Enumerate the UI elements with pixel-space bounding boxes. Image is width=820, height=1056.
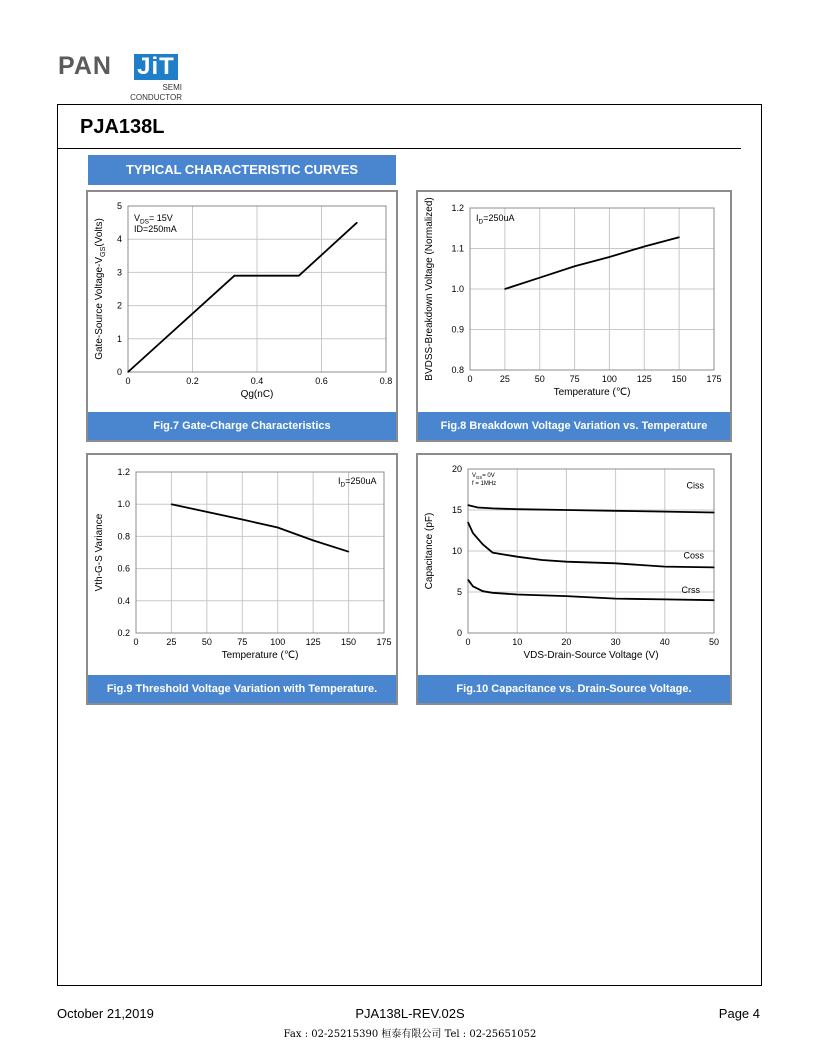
chart-fig9 (88, 455, 396, 675)
data-point (467, 522, 468, 523)
annotation-freq: f = 1MHz (472, 481, 497, 487)
data-point (492, 552, 493, 553)
logo-subtitle (130, 83, 182, 103)
section-header: TYPICAL CHARACTERISTIC CURVES (88, 155, 396, 185)
x-axis-label: Temperature (℃) (553, 387, 631, 398)
y-tick-label: 3 (116, 267, 122, 278)
x-tick-label: 25 (166, 637, 177, 647)
x-tick-label: 25 (499, 374, 510, 384)
data-point (356, 222, 357, 223)
series-label-coss: Coss (683, 550, 704, 561)
y-tick-label: 5 (116, 201, 122, 211)
y-tick-label: 0 (456, 628, 462, 638)
y-tick-label: 0 (116, 367, 122, 377)
x-tick-label: 0 (125, 376, 131, 386)
data-point (482, 591, 483, 592)
data-point (472, 586, 473, 587)
y-tick-label: 0.6 (117, 563, 130, 574)
title-divider (57, 148, 741, 149)
x-axis-label: Qg(nC) (240, 389, 274, 400)
logo-brand-right: JiT (134, 54, 178, 80)
data-point (467, 504, 468, 505)
x-tick-label: 100 (601, 374, 617, 384)
series-line-ciss (468, 505, 714, 512)
x-tick-label: 100 (270, 637, 286, 647)
y-tick-label: 1.2 (117, 467, 130, 477)
caption-fig9: Fig.9 Threshold Voltage Variation with Temperature. (88, 675, 396, 703)
y-axis-label: Vth-G-S Variance (94, 513, 105, 592)
x-tick-label: 0.4 (250, 376, 264, 386)
data-point (566, 596, 567, 597)
data-point (713, 600, 714, 601)
y-axis-label: Gate-Source Voltage-$V_{GS}(Volts)$ (94, 218, 107, 360)
x-tick-label: 0 (465, 637, 471, 647)
x-tick-label: 0.8 (379, 376, 393, 386)
data-point (713, 512, 714, 513)
y-tick-label: 5 (456, 587, 462, 597)
chart-panel-fig8 (416, 190, 732, 442)
data-point (615, 510, 616, 511)
x-tick-label: 175 (376, 637, 392, 647)
y-tick-label: 1.0 (451, 284, 464, 294)
panjit-logo (58, 50, 182, 104)
data-point (644, 246, 645, 247)
y-tick-label: 0.9 (451, 324, 464, 335)
x-tick-label: 50 (708, 637, 720, 647)
data-point (472, 532, 473, 533)
y-tick-label: 1.0 (117, 499, 130, 510)
x-tick-label: 125 (305, 637, 321, 647)
data-point (504, 288, 505, 289)
footer-doc-id: PJA138L-REV.02S (355, 1006, 465, 1021)
data-point (615, 598, 616, 599)
x-axis-label: Temperature (℃) (221, 650, 299, 661)
data-point (664, 511, 665, 512)
series-line (505, 237, 679, 289)
y-tick-label: 4 (116, 234, 122, 245)
y-axis-label: BVDSS-Breakdown Voltage (Normalized) (424, 197, 435, 381)
x-tick-label: 40 (659, 637, 670, 647)
series-line-crss (468, 580, 714, 601)
chart-panel-fig9 (86, 453, 398, 705)
data-point (171, 504, 172, 505)
y-tick-label: 0.8 (117, 531, 130, 542)
footer-page: Page 4 (718, 1006, 760, 1021)
data-point (492, 592, 493, 593)
logo-brand-left: PAN (58, 52, 112, 80)
y-tick-label: 15 (451, 505, 462, 515)
x-tick-label: 150 (341, 637, 357, 647)
y-tick-label: 0.2 (117, 628, 130, 638)
chart-panel-fig7 (86, 190, 398, 442)
chart-fig8 (418, 192, 730, 412)
data-point (127, 371, 128, 372)
data-point (566, 509, 567, 510)
chart-fig10 (418, 455, 730, 675)
data-point (615, 563, 616, 564)
y-tick-label: 10 (451, 546, 462, 556)
data-point (541, 559, 542, 560)
y-tick-label: 0.4 (117, 595, 130, 606)
series-label-ciss: Ciss (686, 480, 704, 491)
y-tick-label: 20 (451, 464, 462, 474)
caption-fig10: Fig.10 Capacitance vs. Drain-Source Voltage. (418, 675, 730, 703)
data-point (242, 519, 243, 520)
chart-panel-fig10 (416, 453, 732, 705)
data-point (517, 556, 518, 557)
x-tick-label: 50 (534, 374, 545, 384)
data-point (539, 277, 540, 278)
logo-sub-conductor: CONDUCTOR (130, 93, 182, 102)
series-label-crss: Crss (681, 584, 700, 595)
chart-fig7 (88, 192, 396, 412)
data-point (713, 567, 714, 568)
data-point (298, 275, 299, 276)
footer-fax-line: Fax : 02-25215390 桓泰有限公司 Tel : 02-25651052 (283, 1029, 537, 1040)
data-point (574, 266, 575, 267)
y-tick-label: 1.1 (451, 243, 464, 254)
y-tick-label: 2 (116, 300, 122, 311)
data-point (679, 237, 680, 238)
data-point (664, 566, 665, 567)
x-tick-label: 20 (561, 637, 572, 647)
x-tick-label: 75 (569, 374, 580, 384)
data-point (517, 509, 518, 510)
y-tick-label: 1.2 (451, 203, 464, 213)
data-point (477, 538, 478, 539)
data-point (234, 275, 235, 276)
logo-sub-semi: SEMI (162, 83, 182, 92)
data-point (517, 594, 518, 595)
x-tick-label: 0 (467, 374, 473, 384)
caption-fig7: Fig.7 Gate-Charge Characteristics (88, 412, 396, 440)
data-point (206, 511, 207, 512)
data-point (348, 551, 349, 552)
x-tick-label: 75 (237, 637, 248, 647)
data-point (467, 579, 468, 580)
data-point (477, 507, 478, 508)
x-tick-label: 0.2 (186, 376, 199, 386)
data-point (313, 540, 314, 541)
x-tick-label: 30 (610, 637, 621, 647)
x-tick-label: 0 (133, 637, 139, 647)
x-tick-label: 0.6 (315, 376, 328, 386)
x-tick-label: 125 (636, 374, 652, 384)
x-tick-label: 10 (512, 637, 523, 647)
y-axis-label: Capacitance (pF) (424, 512, 435, 590)
plot-frame (136, 472, 384, 633)
data-point (492, 508, 493, 509)
data-point (566, 561, 567, 562)
x-tick-label: 50 (201, 637, 212, 647)
series-line (171, 504, 348, 552)
x-tick-label: 175 (706, 374, 722, 384)
annotation-id: $I_D=250uA$ (476, 213, 515, 226)
data-point (609, 256, 610, 257)
y-tick-label: 1 (116, 333, 122, 344)
annotation-id: $I_D=250uA$ (338, 476, 377, 489)
y-tick-label: 0.8 (451, 365, 464, 375)
data-point (664, 599, 665, 600)
series-line (128, 223, 357, 372)
data-point (482, 544, 483, 545)
series-line-coss (468, 522, 714, 567)
data-point (277, 527, 278, 528)
data-point (507, 555, 508, 556)
annotation-vds: $V_{DS}= 15V$ (134, 213, 173, 226)
x-axis-label: VDS-Drain-Source Voltage (V) (523, 650, 659, 661)
part-number-title: PJA138L (80, 116, 165, 138)
footer-date: October 21,2019 (57, 1006, 154, 1021)
caption-fig8: Fig.8 Breakdown Voltage Variation vs. Temperature (418, 412, 730, 440)
x-tick-label: 150 (671, 374, 687, 384)
annotation-id: ID=250mA (134, 224, 177, 234)
annotation-vgs: $V_{GS}= 0V$ (472, 473, 495, 480)
